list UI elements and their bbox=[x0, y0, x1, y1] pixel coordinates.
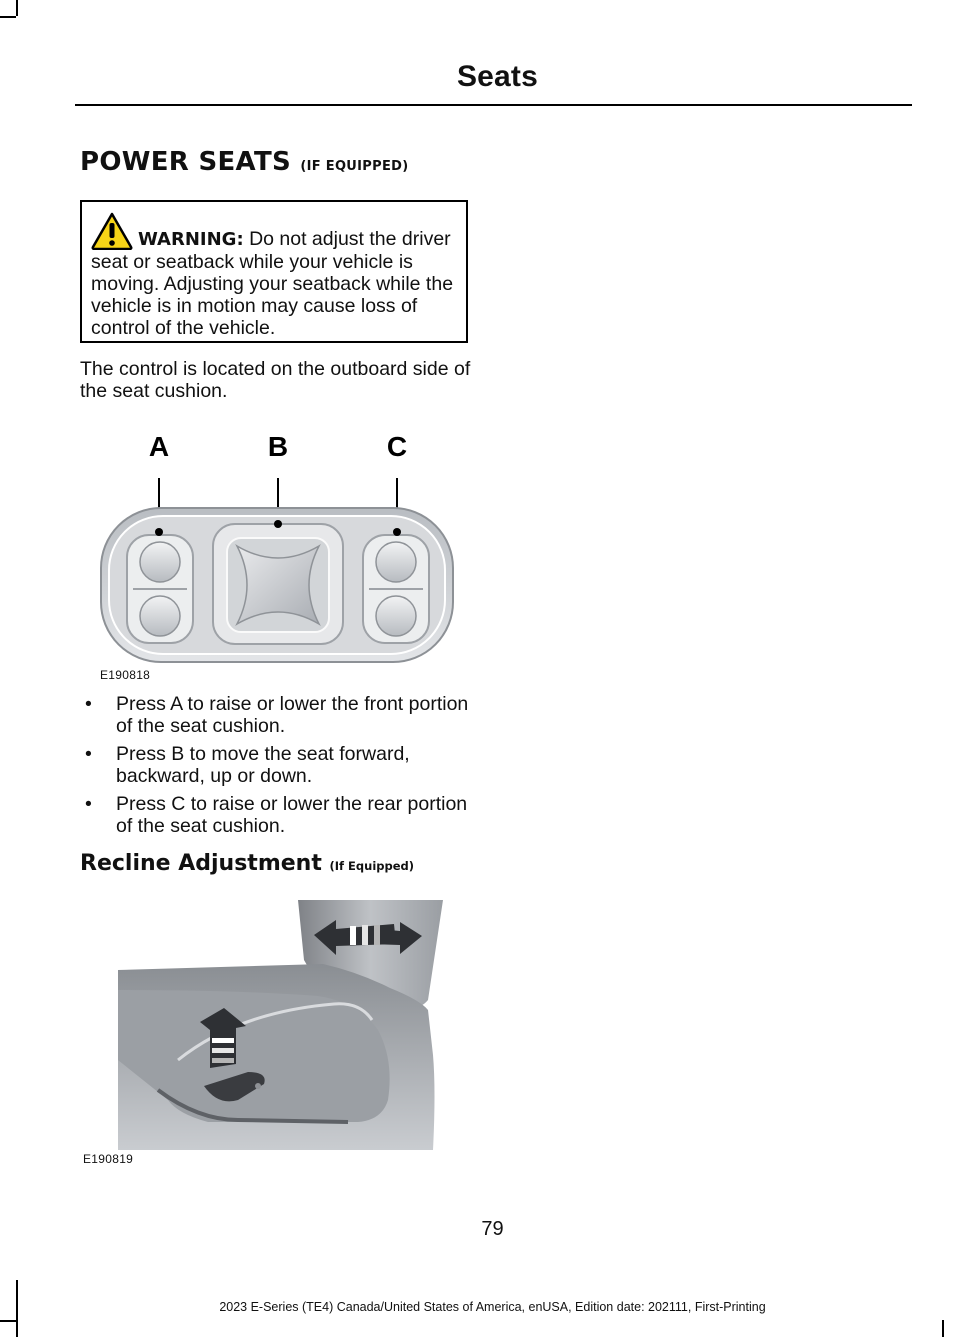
list-item bbox=[80, 743, 480, 787]
page-number: 79 bbox=[481, 1218, 504, 1240]
section-qualifier: (IF EQUIPPED) bbox=[300, 159, 409, 174]
crop-mark bbox=[942, 1320, 944, 1337]
header-divider bbox=[75, 104, 912, 106]
seat-control-illustration bbox=[95, 420, 465, 670]
bullet-marker: • bbox=[85, 693, 92, 715]
list-item-text: Press C to raise or lower the rear portion of the seat cushion. bbox=[116, 793, 468, 837]
label-c: C bbox=[386, 431, 408, 462]
crop-mark bbox=[0, 16, 16, 18]
label-a: A bbox=[148, 431, 170, 462]
section-title-text: POWER SEATS bbox=[80, 147, 292, 177]
instruction-list bbox=[80, 693, 480, 843]
recline-title-text: Recline Adjustment bbox=[80, 851, 322, 876]
figure-code-2: E190819 bbox=[83, 1152, 134, 1166]
list-item bbox=[80, 793, 480, 837]
front-cushion-down-button bbox=[140, 596, 180, 636]
rear-cushion-down-button bbox=[376, 596, 416, 636]
front-cushion-up-button bbox=[140, 542, 180, 582]
warning-label: WARNING: bbox=[138, 229, 244, 250]
list-item-text: Press B to move the seat forward, backward, up or down. bbox=[116, 743, 410, 787]
recline-title bbox=[80, 851, 414, 876]
crop-mark bbox=[0, 1320, 16, 1322]
list-item-text: Press A to raise or lower the front portion of the seat cushion. bbox=[116, 693, 469, 737]
seat-position-button bbox=[237, 546, 319, 624]
rear-cushion-up-button bbox=[376, 542, 416, 582]
footer-text: 2023 E-Series (TE4) Canada/United States of America, enUSA, Edition date: 202111, First-Printing bbox=[219, 1300, 766, 1314]
recline-adjustment-illustration bbox=[118, 900, 444, 1150]
warning-text bbox=[91, 228, 460, 339]
page-header-title: Seats bbox=[456, 60, 538, 93]
figure-code-1: E190818 bbox=[100, 668, 151, 682]
warning-triangle-icon bbox=[91, 212, 133, 250]
list-item bbox=[80, 693, 480, 737]
warning-body: Do not adjust the driver seat or seatback while your vehicle is moving. Adjusting your seatback while the vehicle is in motion may cause loss of control of the vehicle. bbox=[91, 228, 454, 339]
section-title bbox=[80, 147, 408, 177]
warning-box bbox=[80, 200, 468, 343]
label-b: B bbox=[267, 431, 289, 462]
crop-mark bbox=[16, 0, 18, 16]
recline-qualifier: (If Equipped) bbox=[329, 859, 415, 873]
bullet-marker: • bbox=[85, 793, 92, 815]
bullet-marker: • bbox=[85, 743, 92, 765]
intro-paragraph: The control is located on the outboard side of the seat cushion. bbox=[80, 358, 471, 402]
